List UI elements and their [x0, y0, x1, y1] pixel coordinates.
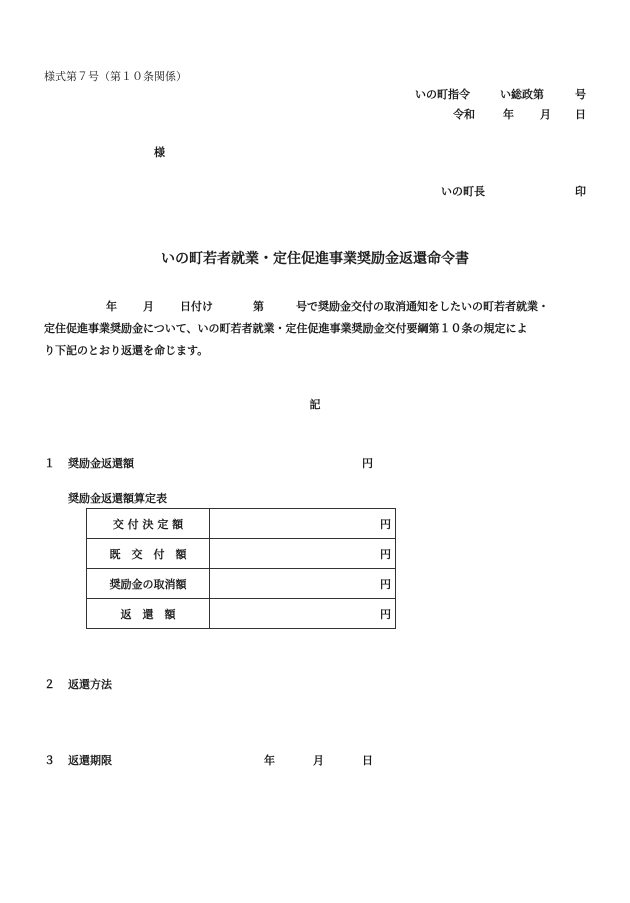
date-era: 令和: [453, 108, 475, 121]
item3-number: ３: [44, 754, 55, 767]
issuer-name: いの町長: [441, 185, 485, 198]
body-year: 年: [106, 300, 117, 313]
row-label: 奨励金の取消額: [87, 569, 210, 599]
addressee-suffix: 様: [154, 146, 165, 159]
body-dated: 日付け: [180, 300, 213, 313]
form-number: 様式第７号（第１０条関係）: [44, 70, 187, 83]
item1-number: １: [44, 457, 55, 470]
body-line-2: 定住促進事業奨励金について、いの町若者就業・定住促進事業奨励金交付要綱第１０条の規定によ: [44, 322, 528, 335]
item3-month: 月: [313, 754, 324, 767]
item2-number: ２: [44, 678, 55, 691]
item2-label: 返還方法: [68, 678, 112, 691]
table-title: 奨励金返還額算定表: [68, 492, 167, 505]
item1-unit: 円: [362, 457, 373, 470]
doc-number-suffix: 号: [575, 88, 586, 101]
row-unit: 円: [210, 599, 396, 629]
doc-number-series: い総政第: [500, 88, 544, 101]
body-line-1: [44, 296, 592, 318]
row-unit: 円: [210, 539, 396, 569]
body-number-prefix: 第: [253, 300, 264, 313]
body-line1-text: 号で奨励金交付の取消通知をしたいの町若者就業・: [296, 300, 549, 313]
table-row: [87, 599, 396, 629]
issuer-seal: 印: [575, 185, 586, 198]
item1-label: 奨励金返還額: [68, 457, 134, 470]
table-row: [87, 509, 396, 539]
body-paragraph: [44, 296, 592, 362]
row-label: 交 付 決 定 額: [87, 509, 210, 539]
row-unit: 円: [210, 509, 396, 539]
page-title: いの町若者就業・定住促進事業奨励金返還命令書: [161, 251, 469, 267]
item3-day: 日: [362, 754, 373, 767]
calculation-table: [86, 508, 396, 629]
table-row: [87, 539, 396, 569]
item3-label: 返還期限: [68, 754, 112, 767]
date-year: 年: [503, 108, 514, 121]
item3-year: 年: [264, 754, 275, 767]
date-day: 日: [575, 108, 586, 121]
table-row: [87, 569, 396, 599]
row-label: 既 交 付 額: [87, 539, 210, 569]
body-line-3: り下記のとおり返還を命じます。: [44, 344, 209, 357]
ki-marker: 記: [309, 398, 321, 411]
row-label: 返 還 額: [87, 599, 210, 629]
doc-number-prefix: いの町指令: [415, 88, 470, 101]
date-month: 月: [540, 108, 551, 121]
row-unit: 円: [210, 569, 396, 599]
body-month: 月: [143, 300, 154, 313]
